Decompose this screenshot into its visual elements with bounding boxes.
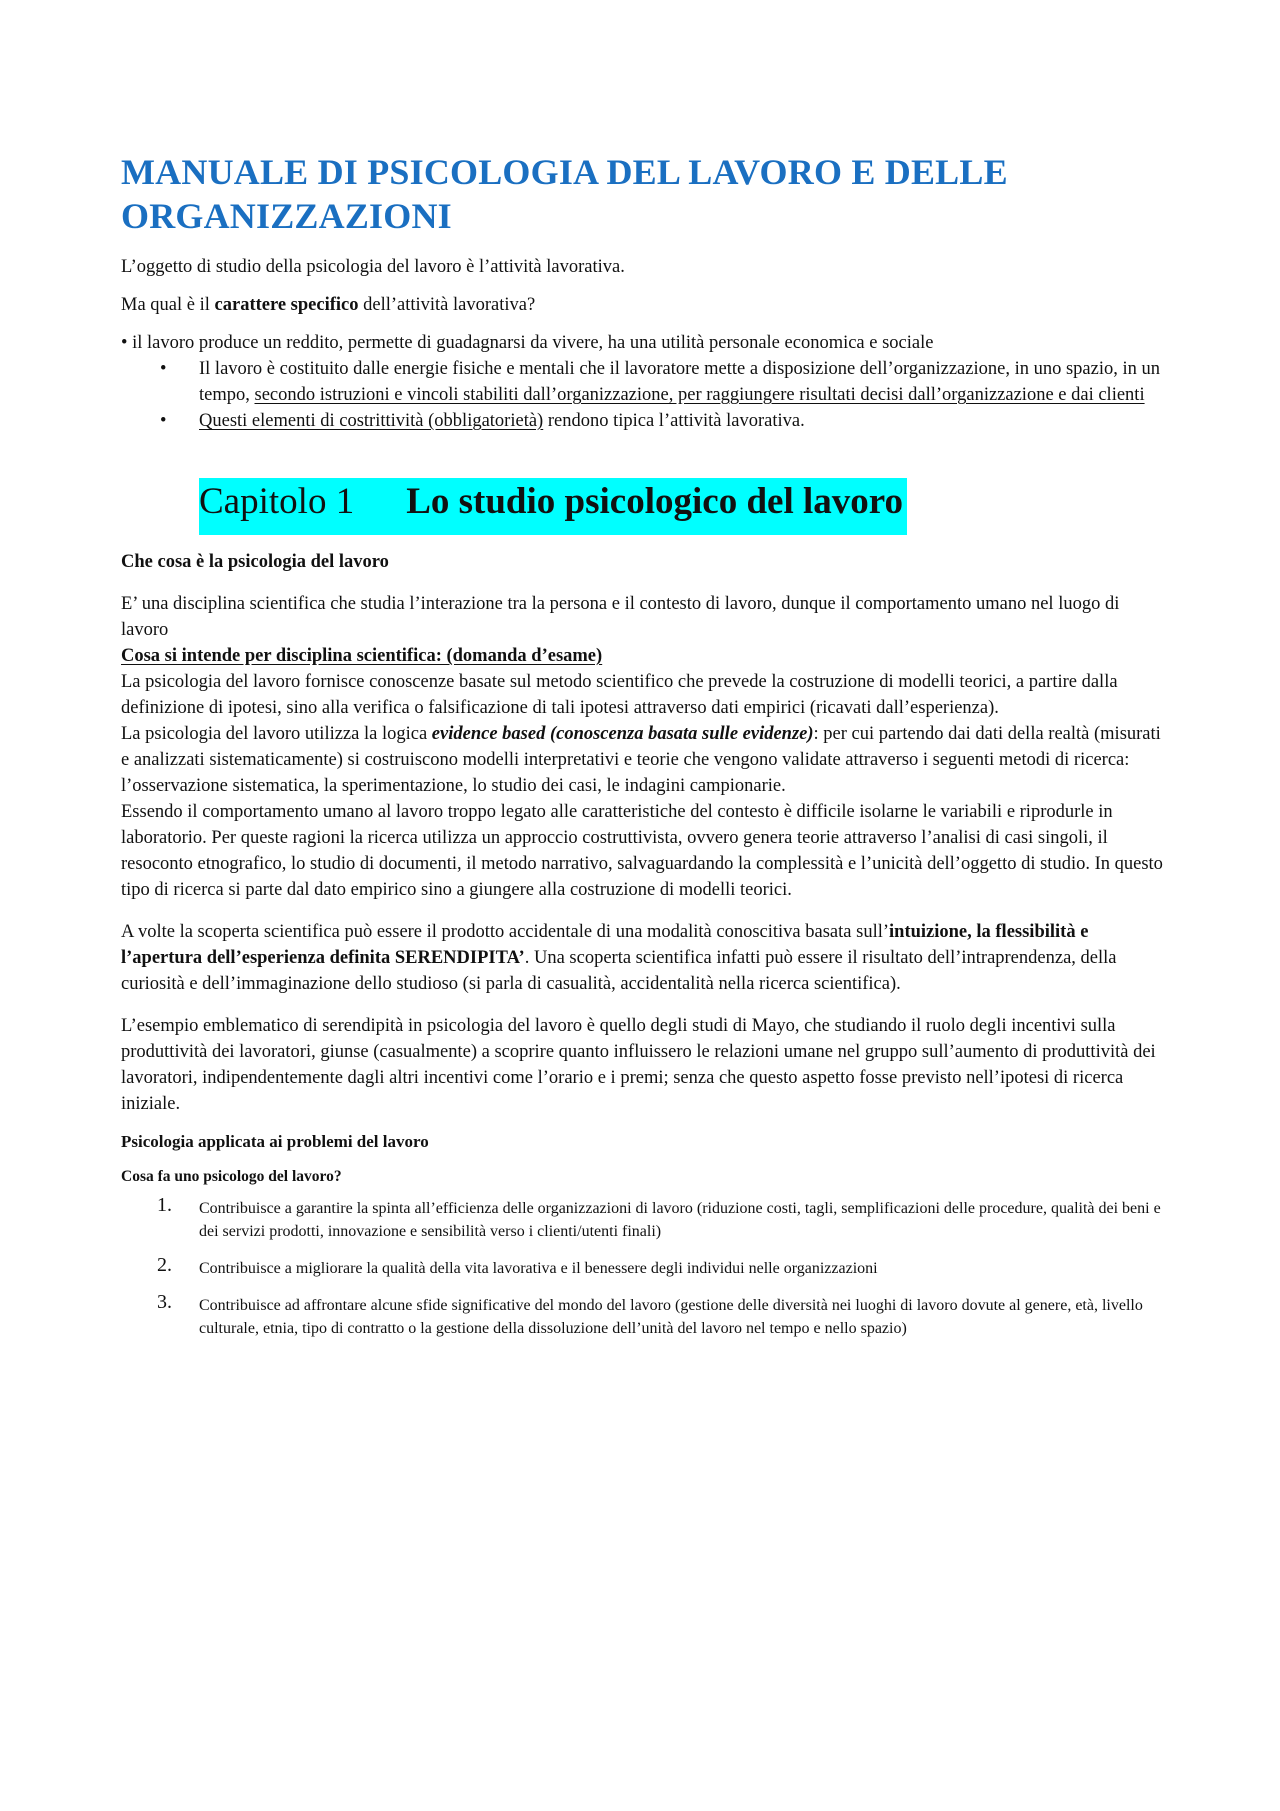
paragraph-text-end: . Una scoperta scientifica infatti può essere il risultato dell’intraprendenza, della curiosità e dell’immaginazione dello studioso (si parla di casualità, accidentalità nella ricerca scientifica). [121, 948, 1117, 994]
list-number: 3. [157, 1291, 172, 1313]
section1-paragraph-6: L’esempio emblematico di serendipità in psicologia del lavoro è quello degli studi di Mayo, che studiando il ruolo degli incentivi sulla produttività dei lavoratori, giunse (casualmente) a scoprire quanto influissero le relazioni umane nel gruppo sull’aumento di produttività dei lavoratori, indipendentemente dagli altri incentivi come l’orario e i premi; senza che questo aspetto fosse previsto nell’ipotesi di ricerca iniziale. [121, 1016, 1156, 1114]
list-item [121, 1194, 1166, 1243]
section-subheading: Cosa fa uno psicologo del lavoro? [121, 1168, 342, 1185]
numbered-list [121, 1194, 1166, 1340]
paragraph-text: A volte la scoperta scientifica può essere il prodotto accidentale di una modalità conoscitiva basata sull’ [121, 922, 890, 942]
intro-p2-text: Ma qual è il [121, 295, 215, 315]
paragraph-bold: intuizione, la flessibilità e l’apertura dell’esperienza definita SERENDIPITA’ [121, 922, 1089, 968]
list-number: 1. [157, 1194, 172, 1216]
list-item [121, 1254, 1166, 1280]
list-item-text: Contribuisce a garantire la spinta all’efficienza delle organizzazioni di lavoro (riduzione costi, tagli, semplificazioni delle procedure, qualità dei beni e dei servizi prodotti, innovazione e sensibilità verso i clienti/utenti finali) [199, 1200, 1161, 1240]
list-item [121, 356, 1166, 408]
list-item-text: Il lavoro è costituito dalle energie fisiche e mentali che il lavoratore mette a disposizione dell’organizzazione, in uno spazio, in un tempo, [199, 359, 1160, 405]
list-item-underlined: Questi elementi di costrittività (obbligatorietà) [199, 411, 544, 431]
list-item [121, 408, 1166, 434]
section-heading: Psicologia applicata ai problemi del lavoro [121, 1132, 429, 1151]
bullet-icon: • [160, 411, 167, 431]
section1-paragraph-1: E’ una disciplina scientifica che studia l’interazione tra la persona e il contesto di lavoro, dunque il comportamento umano nel luogo di lavoro [121, 594, 1120, 640]
paragraph-emphasis: evidence based (conoscenza basata sulle evidenze) [431, 724, 814, 744]
chapter-number: Capitolo 1 [199, 481, 355, 522]
intro-paragraph-2 [121, 292, 1166, 318]
list-item-text: Contribuisce ad affrontare alcune sfide significative del mondo del lavoro (gestione delle diversità nei luoghi di lavoro dovute al genere, età, livello culturale, etnia, tipo di contratto o la gestione della dissoluzione dell’unità del lavoro nel tempo e nello spazio) [199, 1297, 1143, 1337]
list-item-underlined: secondo istruzioni e vincoli stabiliti dall’organizzazione, per raggiungere risultati decisi dall’organizzazione e dai clienti [254, 385, 1145, 405]
section1-paragraph-4: Essendo il comportamento umano al lavoro troppo legato alle caratteristiche del contesto è difficile isolarne le variabili e riprodurle in laboratorio. Per queste ragioni la ricerca utilizza un approccio costruttivista, ovvero genera teorie attraverso l’analisi di casi singoli, il resoconto etnografico, lo studio di documenti, il metodo narrativo, salvaguardando la complessità e l’unicità dell’oggetto di studio. In questo tipo di ricerca si parte dal dato empirico sino a giungere alla costruzione di modelli teorici. [121, 802, 1163, 900]
intro-p2-bold: carattere specifico [214, 295, 359, 315]
chapter-title: Lo studio psicologico del lavoro [406, 481, 904, 522]
section1-paragraph-5 [121, 919, 1166, 997]
list-item [121, 1291, 1166, 1340]
intro-paragraph-3: • il lavoro produce un reddito, permette di guadagnarsi da vivere, ha una utilità personale economica e sociale [121, 333, 934, 353]
section-heading: Che cosa è la psicologia del lavoro [121, 552, 389, 572]
intro-p2-text-end: dell’attività lavorativa? [358, 295, 536, 315]
section1-paragraph-3 [121, 721, 1166, 799]
document-title: MANUALE DI PSICOLOGIA DEL LAVORO E DELLE ORGANIZZAZIONI [121, 152, 1008, 236]
intro-paragraph-1: L’oggetto di studio della psicologia del lavoro è l’attività lavorativa. [121, 257, 625, 277]
paragraph-text: La psicologia del lavoro utilizza la logica [121, 724, 432, 744]
list-item-text: Contribuisce a migliorare la qualità della vita lavorativa e il benessere degli individui nelle organizzazioni [199, 1260, 878, 1277]
list-item-text: rendono tipica l’attività lavorativa. [543, 411, 805, 431]
chapter-heading [199, 478, 907, 535]
document-page [121, 150, 1166, 1354]
list-number: 2. [157, 1254, 172, 1276]
paragraph-text-end: : per cui partendo dai dati della realtà (misurati e analizzati sistematicamente) si costruiscono modelli interpretativi e teorie che vengono validate attraverso i seguenti metodi di ricerca: l’osservazione sistematica, la sperimentazione, lo studio dei casi, le indagini campionarie. [121, 724, 1161, 796]
intro-bullet-list [121, 356, 1166, 434]
bullet-icon: • [160, 359, 167, 379]
section1-paragraph-2: La psicologia del lavoro fornisce conoscenze basate sul metodo scientifico che prevede la costruzione di modelli teorici, a partire dalla definizione di ipotesi, sino alla verifica o falsificazione di tali ipotesi attraverso dati empirici (ricavati dall’esperienza). [121, 672, 1118, 718]
exam-question-heading: Cosa si intende per disciplina scientifica: (domanda d’esame) [121, 646, 603, 666]
